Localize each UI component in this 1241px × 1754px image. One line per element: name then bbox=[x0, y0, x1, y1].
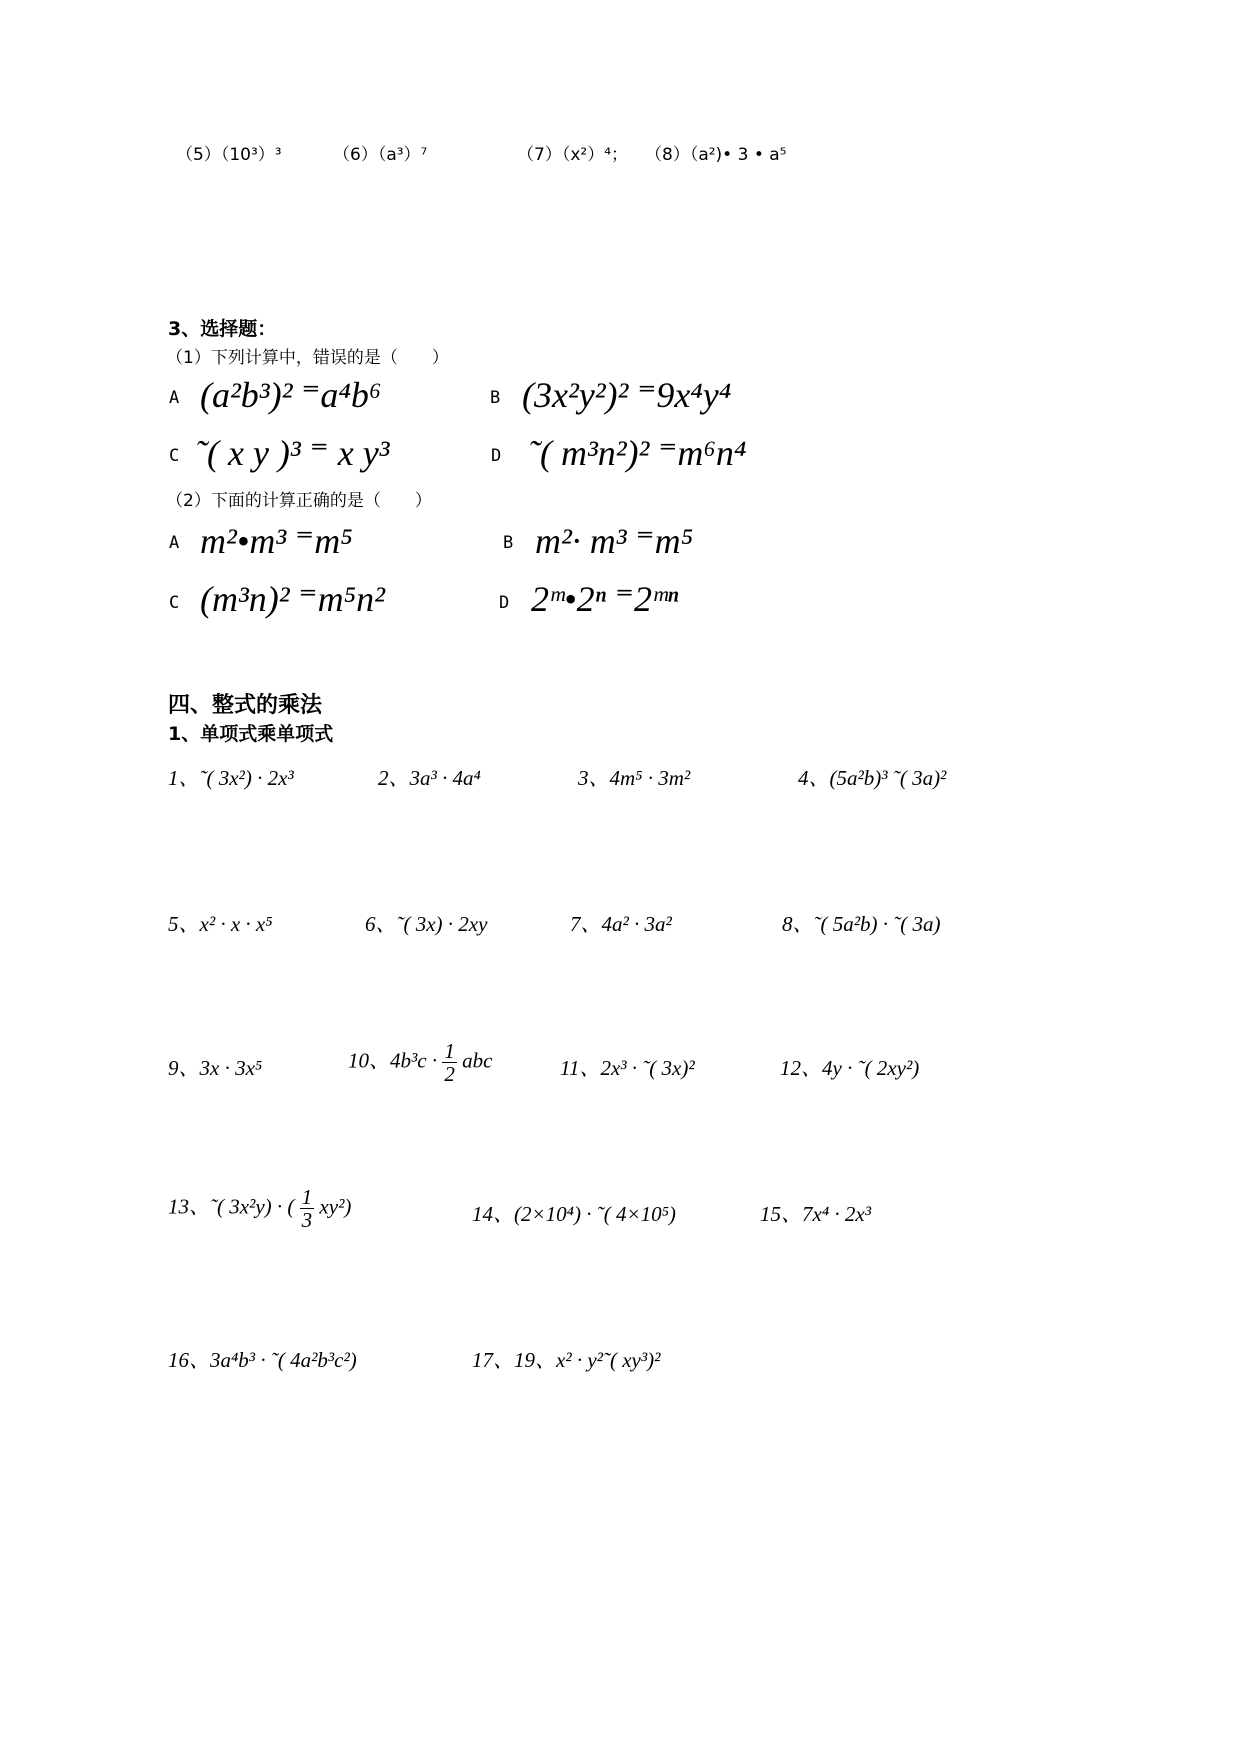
problem-13-fraction bbox=[300, 1186, 315, 1231]
q1-option-b-expr: (3x²y²)² ⁼9x⁴y⁴ bbox=[522, 375, 732, 415]
exercise-7: （7）（x²）⁴； bbox=[517, 145, 629, 165]
exercise-6: （6）（a³）⁷ bbox=[333, 145, 428, 165]
problem-13-suffix: xy²) bbox=[319, 1194, 352, 1219]
q2-option-a-letter: A bbox=[169, 533, 180, 553]
problem-13-denominator: 3 bbox=[301, 1208, 313, 1233]
q2-option-d-letter: D bbox=[499, 593, 510, 613]
problem-6: 6、˜( 3x) · 2xy bbox=[365, 912, 488, 936]
problem-17: 17、19、x² · y²˜( xy³)² bbox=[472, 1348, 661, 1372]
problem-10-prefix: 10、4b³c · bbox=[348, 1048, 438, 1073]
problem-10-numerator: 1 bbox=[444, 1039, 455, 1063]
q1-option-c-expr: ˜( x y )³ ⁼ x y³ bbox=[195, 433, 390, 473]
problem-13 bbox=[168, 1186, 351, 1231]
problem-13-prefix: 13、˜( 3x²y) · ( bbox=[168, 1194, 295, 1219]
q2-option-a-expr: m²•m³ ⁼m⁵ bbox=[200, 521, 353, 561]
q1-option-d-letter: D bbox=[491, 446, 502, 466]
q1-option-b-letter: B bbox=[490, 388, 501, 408]
problem-7: 7、4a² · 3a² bbox=[570, 912, 672, 936]
problem-8: 8、˜( 5a²b) · ˜( 3a) bbox=[782, 912, 941, 936]
problem-5: 5、x² · x · x⁵ bbox=[168, 912, 273, 936]
q2-option-b-expr: m²· m³ ⁼m⁵ bbox=[535, 521, 694, 561]
q2-option-c-expr: (m³n)² ⁼m⁵n² bbox=[200, 579, 385, 619]
problem-11: 11、2x³ · ˜( 3x)² bbox=[560, 1056, 695, 1080]
problem-10-fraction bbox=[442, 1040, 457, 1085]
problem-12: 12、4y · ˜( 2xy²) bbox=[780, 1056, 920, 1080]
problem-10-denominator: 2 bbox=[444, 1062, 455, 1087]
problem-3: 3、4m⁵ · 3m² bbox=[578, 766, 691, 790]
q2-option-b-letter: B bbox=[503, 533, 514, 553]
problem-1: 1、˜( 3x²) · 2x³ bbox=[168, 766, 294, 790]
q1-option-a-expr: (a²b³)² ⁼a⁴b⁶ bbox=[200, 375, 382, 415]
problem-13-numerator: 1 bbox=[301, 1185, 313, 1209]
q2-option-c-letter: C bbox=[169, 593, 180, 613]
section-4-subheading: 1、单项式乘单项式 bbox=[168, 723, 334, 745]
section-3-heading: 3、选择题： bbox=[168, 318, 277, 340]
q1-option-c-letter: C bbox=[169, 446, 180, 466]
problem-4: 4、(5a²b)³ ˜( 3a)² bbox=[798, 766, 947, 790]
exercise-8: （8）（a²)• 3 • a⁵ bbox=[645, 145, 787, 165]
question-1: （1）下列计算中，错误的是（ ） bbox=[166, 348, 449, 368]
problem-15: 15、7x⁴ · 2x³ bbox=[760, 1202, 871, 1226]
problem-9: 9、3x · 3x⁵ bbox=[168, 1056, 263, 1080]
q1-option-a-letter: A bbox=[169, 388, 180, 408]
problem-10-suffix: abc bbox=[462, 1048, 493, 1073]
problem-16: 16、3a⁴b³ · ˜( 4a²b³c²) bbox=[168, 1348, 357, 1372]
q1-option-d-expr: ˜( m³n²)² ⁼m⁶n⁴ bbox=[528, 433, 747, 473]
problem-14: 14、(2×10⁴) · ˜( 4×10⁵) bbox=[472, 1202, 676, 1226]
question-2: （2）下面的计算正确的是（ ） bbox=[166, 491, 432, 511]
section-4-heading: 四、整式的乘法 bbox=[168, 693, 323, 718]
exercise-5: （5）（10³）³ bbox=[176, 145, 282, 165]
problem-2: 2、3a³ · 4a⁴ bbox=[378, 766, 481, 790]
problem-10 bbox=[348, 1040, 492, 1085]
q2-option-d-expr: 2ᵐ•2ⁿ ⁼2ᵐⁿ bbox=[531, 579, 679, 619]
